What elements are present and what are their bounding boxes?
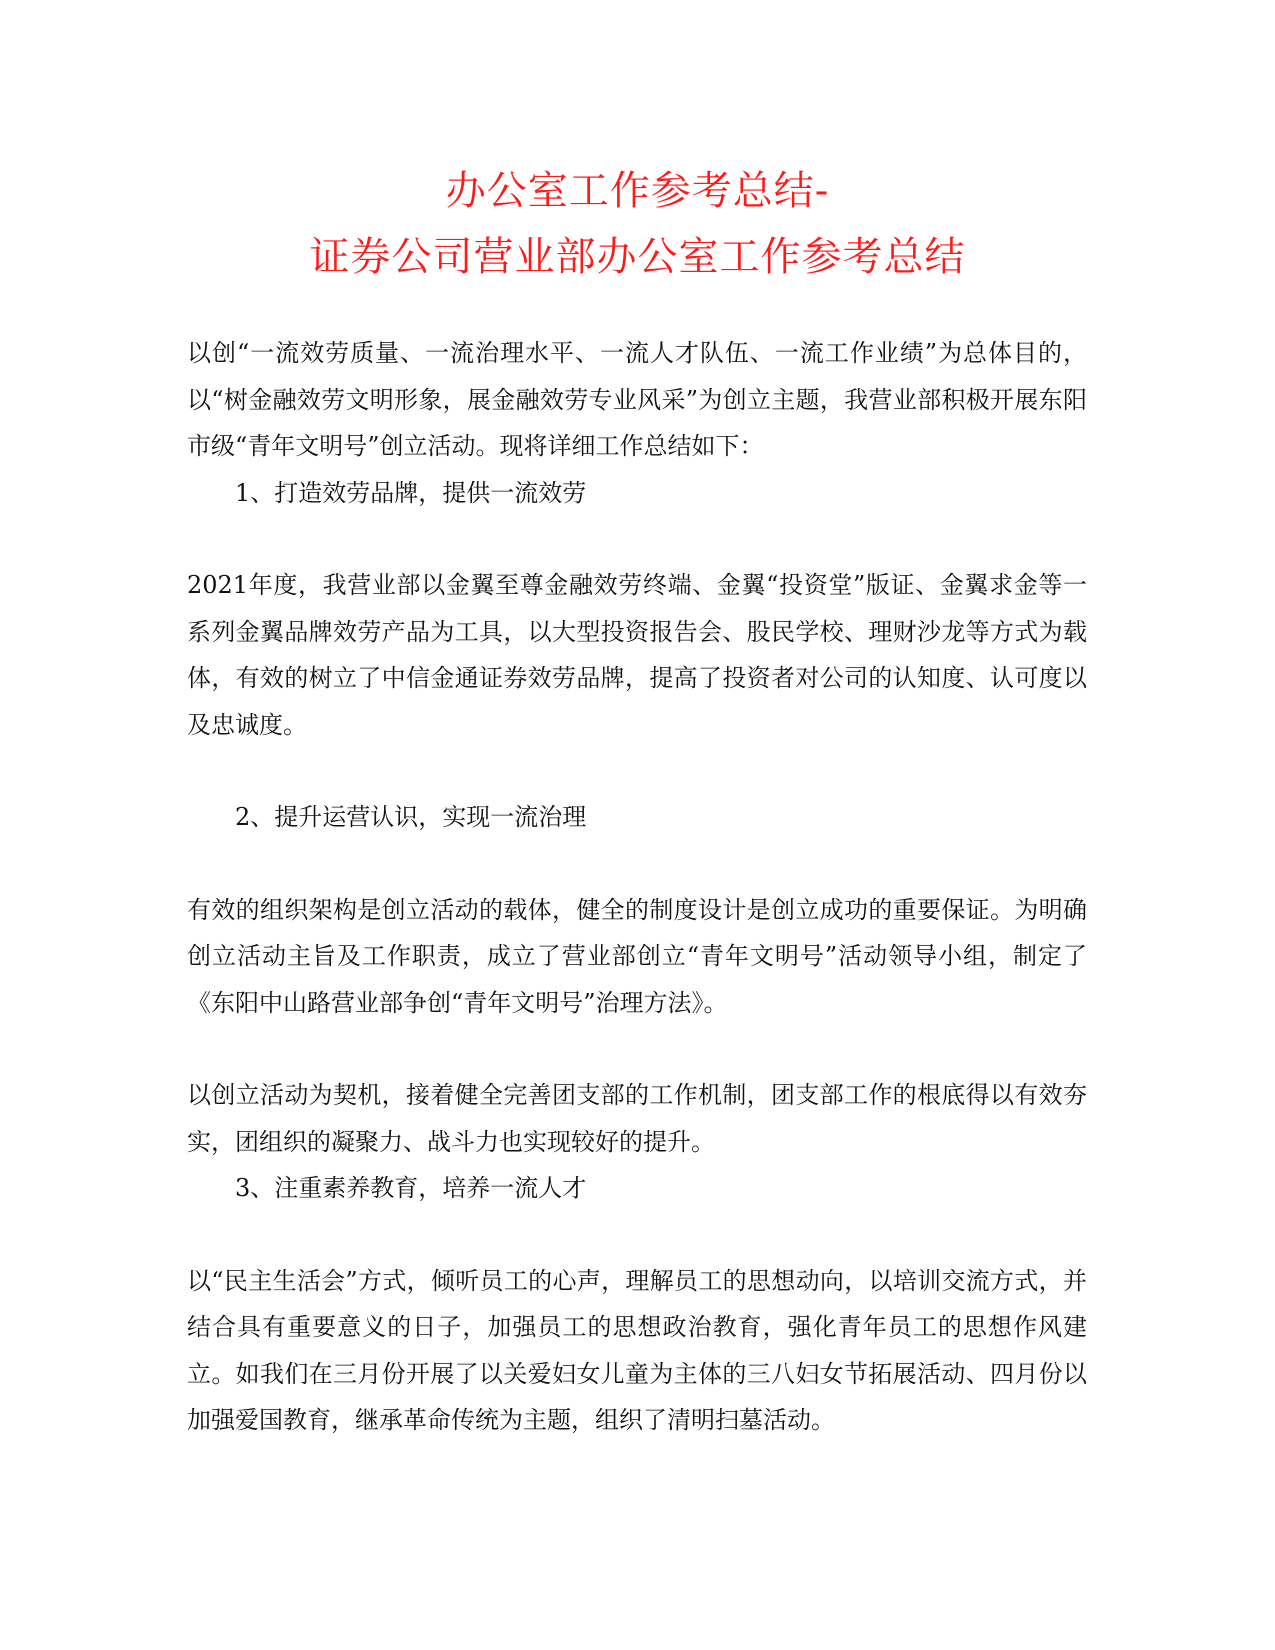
section-2-paragraph-1: 有效的组织架构是创立活动的载体，健全的制度设计是创立成功的重要保证。为明确创立活动主旨及工作职责，成立了营业部创立“青年文明号”活动领导小组，制定了《东阳中山路营业部争创“青年文明号”治理方法》。 [187, 895, 1087, 1017]
title-line-2: 证券公司营业部办公室工作参考总结 [309, 234, 966, 280]
section-heading-2: 2、提升运营认识，实现一流治理 [235, 803, 587, 831]
section-1-paragraph-1: 2021年度，我营业部以金翼至尊金融效劳终端、金翼“投资堂”版证、金翼求金等一系列金翼品牌效劳产品为工具，以大型投资报告会、股民学校、理财沙龙等方式为载体，有效的树立了中信金通证券效劳品牌，提高了投资者对公司的认知度、认可度以及忠诚度。 [187, 571, 1087, 739]
document-body [187, 330, 1087, 1444]
section-heading-1: 1、打造效劳品牌，提供一流效劳 [235, 478, 587, 507]
section-heading-3: 3、注重素养教育，培养一流人才 [235, 1174, 587, 1202]
section-2-paragraph-2: 以创立活动为契机，接着健全完善团支部的工作机制，团支部工作的根底得以有效夯实，团组织的凝聚力、战斗力也实现较好的提升。 [187, 1081, 1087, 1156]
title-line-1: 办公室工作参考总结- [445, 168, 830, 214]
intro-paragraph: 以创“一流效劳质量、一流治理水平、一流人才队伍、一流工作业绩”为总体目的，以“树金融效劳文明形象，展金融效劳专业风采”为创立主题，我营业部积极开展东阳市级“青年文明号”创立活动。现将详细工作总结如下： [187, 339, 1087, 460]
section-3-paragraph-1: 以“民主生活会”方式，倾听员工的心声，理解员工的思想动向，以培训交流方式，并结合具有重要意义的日子，加强员工的思想政治教育，强化青年员工的思想作风建立。如我们在三月份开展了以关爱妇女儿童为主体的三八妇女节拓展活动、四月份以加强爱国教育，继承革命传统为主题，组织了清明扫墓活动。 [187, 1266, 1087, 1434]
document-title [0, 158, 1275, 290]
